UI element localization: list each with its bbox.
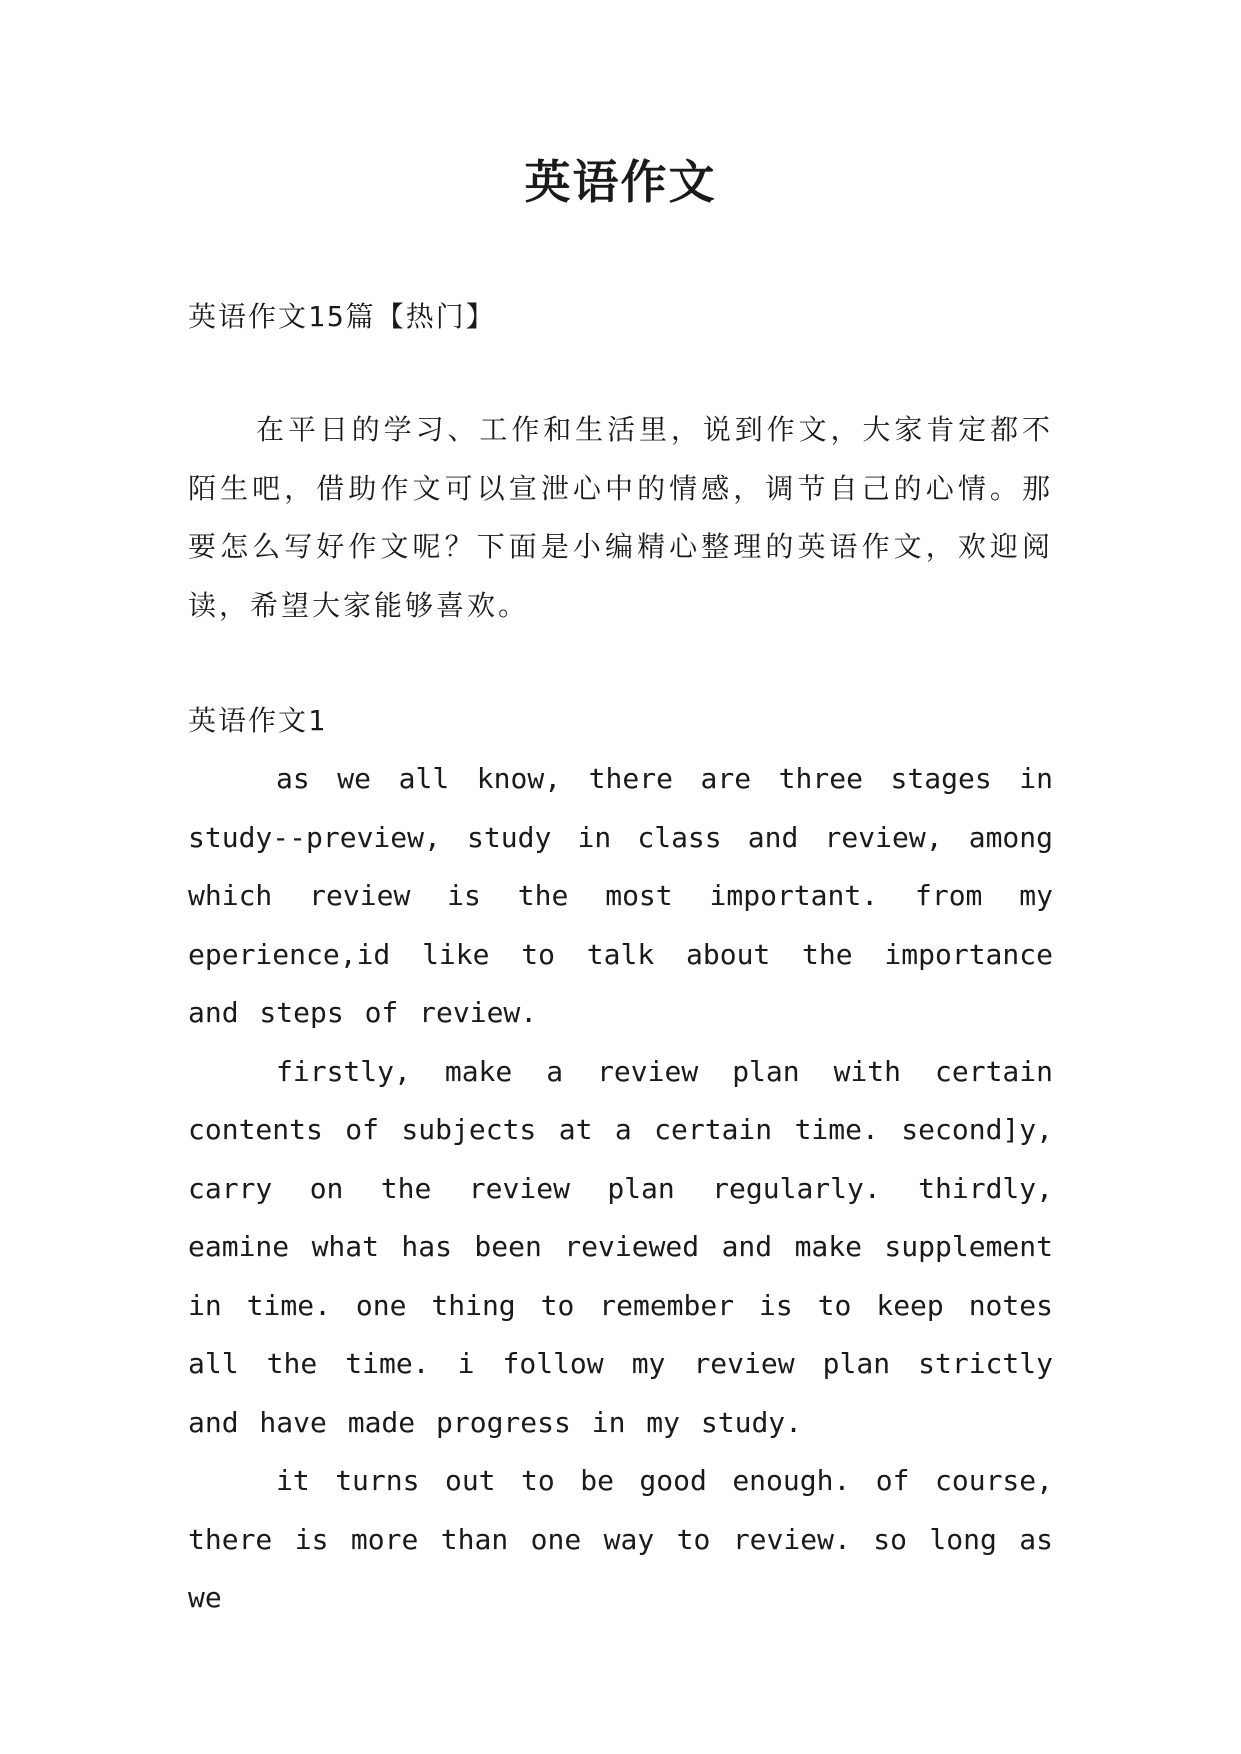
essay-paragraph: it turns out to be good enough. of course, there is more than one way to review. so long as we xyxy=(188,1464,1053,1614)
essay-paragraph: firstly, make a review plan with certain contents of subjects at a certain time. second]y, carry on the review plan regularly. thirdly, eamine what has been reviewed and make supplement in time. one thing to remember is to keep notes all the time. i follow my review plan strictly and have made progress in my study. xyxy=(188,1054,1053,1439)
document-title: 英语作文 xyxy=(524,155,717,209)
intro-paragraph: 在平日的学习、工作和生活里，说到作文，大家肯定都不陌生吧，借助作文可以宣泄心中的情感，调节自己的心情。那要怎么写好作文呢？下面是小编精心整理的英语作文，欢迎阅读，希望大家能够喜欢。 xyxy=(188,413,1053,622)
section-heading: 英语作文1 xyxy=(188,704,327,737)
essay-body xyxy=(188,750,1053,1628)
essay-paragraph: as we all know, there are three stages in study--preview, study in class and review, among which review is the most important. from my eperience,id like to talk about the importance and steps of review. xyxy=(188,762,1053,1029)
document-subtitle: 英语作文15篇【热门】 xyxy=(188,300,496,333)
